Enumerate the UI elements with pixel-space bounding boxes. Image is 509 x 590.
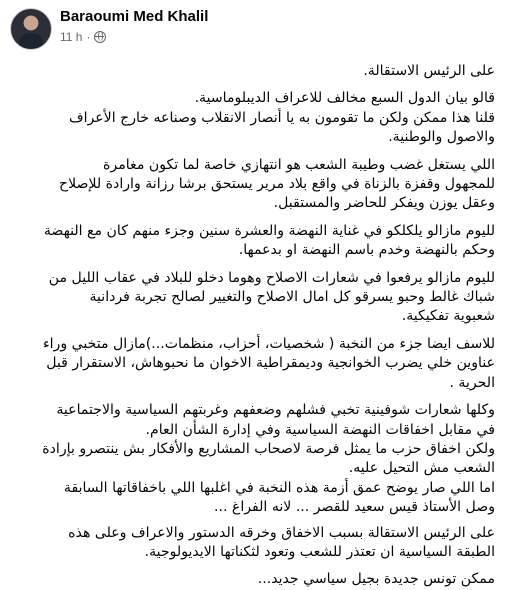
paragraph-9: ممكن تونس جديدة بجيل سياسي جديد... (257, 571, 495, 588)
paragraph-6: للاسف ايضا جزء من النخبة ( شخصيات، أحزاب، منظمات...)مازال متخبي وراء عناوين خلي يضرب الخوانجية وديمقراطية الاخوان ما نحبوهاش، الاستقرار قبل الحرية . (42, 335, 495, 391)
post-header (10, 6, 500, 52)
paragraph-4: لليوم مازالو يلكلكو في غناية النهضة والعشرة سنين وجزء منهم كان مع النهضة وحكم بالنهضة وخدم باسم النهضة او بدعمها. (43, 222, 495, 259)
post-text (14, 62, 495, 588)
post-time[interactable]: 11 h (60, 30, 83, 44)
paragraph-2: قالو بيان الدول السبع مخالف للاعراف الديبلوماسية. قلنا هذا ممكن ولكن ما تقومون به يا أنصار الانقلاب وصناعه خارج الأعراف والاصول والوطنية. (68, 90, 495, 146)
paragraph-8: على الرئيس الاستقالة بسبب الاخفاق وخرقه الدستور والاعراف وعلى هذه الطبقة السياسية ان تعتذر للشعب وتعود لثكناتها الايديولوجية. (68, 524, 495, 560)
paragraph-3: اللي يستغل غضب وطيبة الشعب هو انتهازي خاصة لما تكون مغامرة للمجهول وقفزة بالزناة في واقع بلاد مرير يستحق برشا رزانة وارادة للإصلاح وعقل يوزن ويفكر للحاضر والمستقبل. (59, 156, 495, 212)
author-name[interactable]: Baraoumi Med Khalil (60, 8, 209, 25)
paragraph-1: على الرئيس الاستقالة. (363, 63, 495, 79)
author-avatar[interactable] (10, 8, 52, 50)
globe-icon[interactable] (94, 31, 106, 43)
post-meta (60, 30, 106, 44)
meta-separator: · (86, 30, 91, 44)
paragraph-7: وكلها شعارات شوفينية تخبي فشلهم وضعفهم وغربتهم السياسية والاجتماعية في مقابل اخفاقات النهضة السياسية وفي إدارة الشأن العام. ولكن اخفاق حزب ما يمثل فرصة لاصحاب المشاريع والأفكار بش ينتصرو بإرادة الشعب مش التحيل عليه. اما اللي صار يوضح عمق أزمة هذه النخبة في اغلبها اللي باخفاقاتها السابقة وصل الأستاذ قيس سعيد للقصر ... لانه الفراغ ... (42, 402, 495, 516)
paragraph-5: لليوم مازالو يرفعوا في شعارات الاصلاح وهوما دخلو للبلاد في عقاب الليل من شباك غالط وحبو يسرقو كل امال الاصلاح والتغيير لصالح تجربة فردانية شعبوية تفكيكية. (48, 269, 495, 325)
